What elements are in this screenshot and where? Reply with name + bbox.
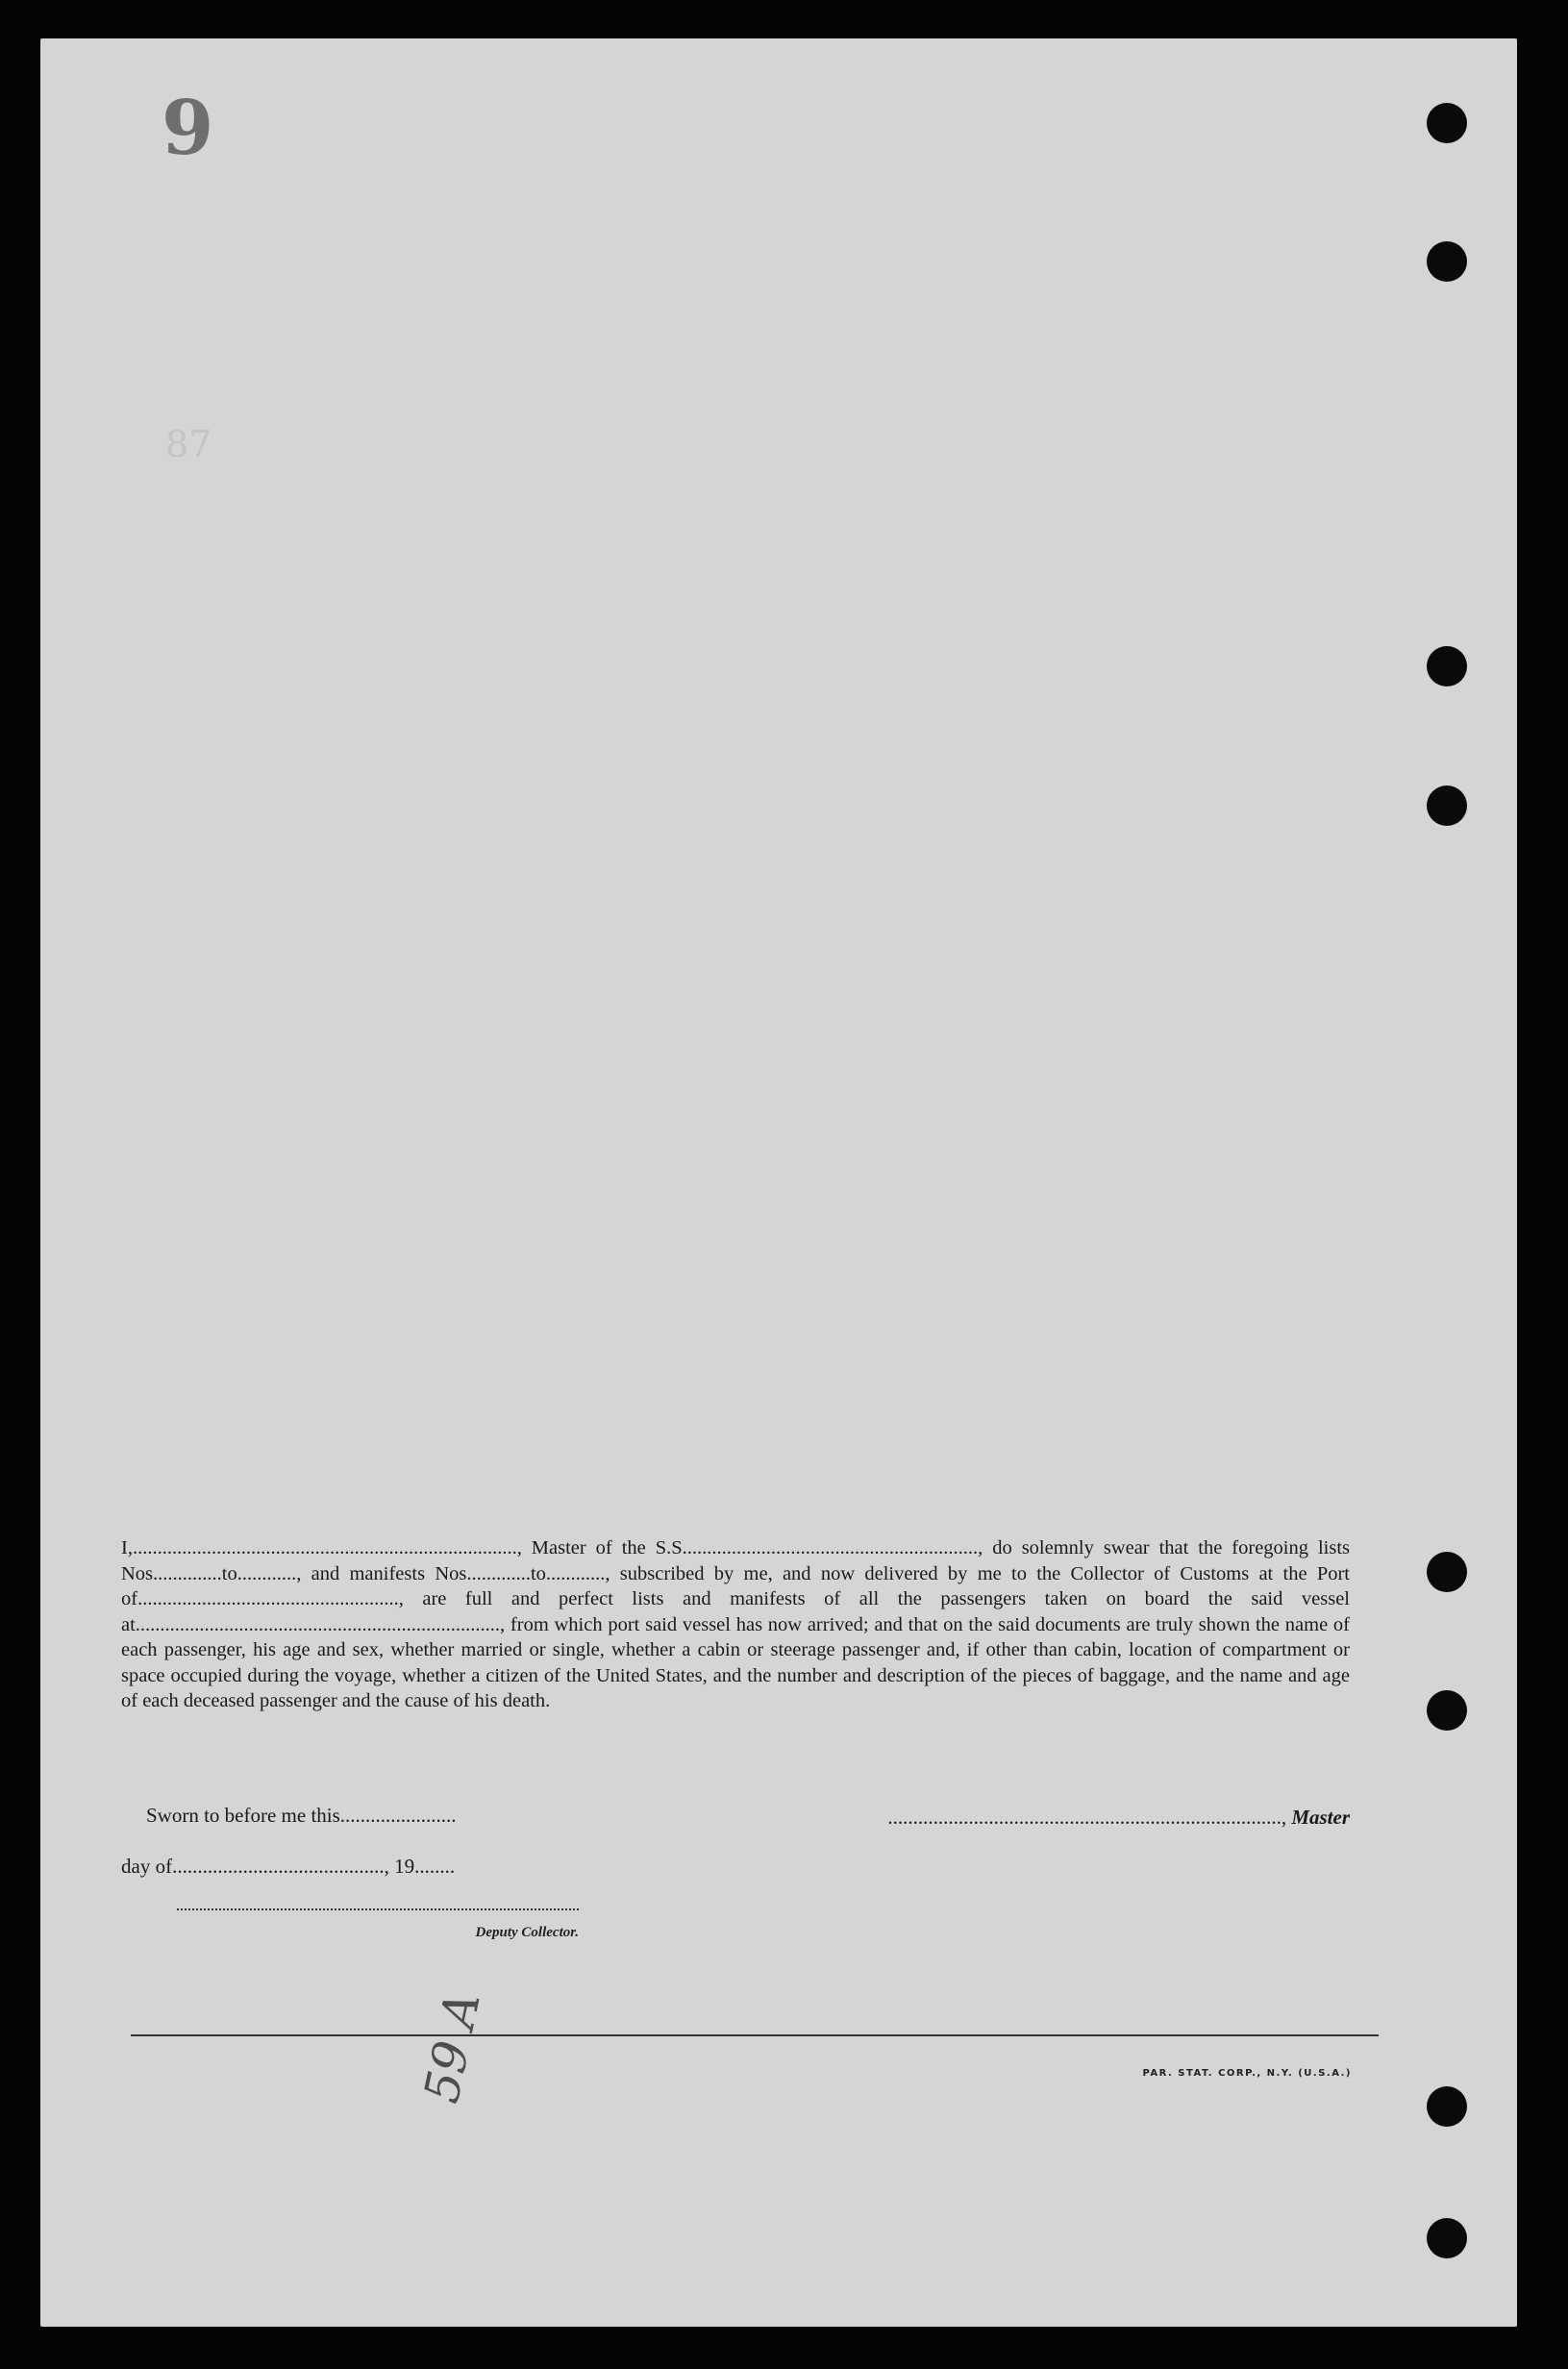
deputy-signature-line	[177, 1908, 579, 1910]
deputy-collector-label: Deputy Collector.	[475, 1925, 579, 1940]
printer-imprint: PAR. STAT. CORP., N.Y. (U.S.A.)	[1142, 2068, 1352, 2079]
punch-hole	[1427, 1690, 1467, 1731]
manifest-page	[40, 38, 1517, 2327]
page-number-stamp: 9	[162, 85, 214, 172]
master-signature-line	[854, 1806, 1350, 1830]
punch-hole	[1427, 241, 1467, 282]
day-of-line: day of.........................................., 19........	[121, 1855, 456, 1878]
punch-hole	[1427, 646, 1467, 686]
oath-paragraph: I,.............................................................................., Master of the S.S............................................................, do solemnly swear that the foregoing lists Nos..............to............, and manifests Nos.............to............, subscribed by me, and now delivered by me to the Collector of Customs at the Port of....................................................., are full and perfect lists and manifests of all the passengers taken on board the said vessel at.........................................................................., from which port said vessel has now arrived; and that on the said documents are truly shown the name of each passenger, his age and sex, whether married or single, whether a cabin or steerage passenger and, if other than cabin, location of compartment or space occupied during the voyage, whether a citizen of the United States, and the number and description of the pieces of baggage, and the name and age of each deceased passenger and the cause of his death.	[121, 1537, 1350, 1711]
master-label: Master	[1291, 1806, 1350, 1829]
punch-hole	[1427, 2218, 1467, 2258]
faint-mark: 87	[165, 423, 212, 465]
sworn-before-line: Sworn to before me this.......................	[146, 1804, 457, 1827]
punch-hole	[1427, 2086, 1467, 2127]
footer-rule	[131, 2034, 1379, 2036]
handwritten-note: 59 A	[413, 1986, 491, 2108]
punch-hole	[1427, 103, 1467, 143]
punch-hole	[1427, 786, 1467, 826]
master-dots: ..............................................................................,	[887, 1806, 1287, 1829]
punch-hole	[1427, 1552, 1467, 1592]
